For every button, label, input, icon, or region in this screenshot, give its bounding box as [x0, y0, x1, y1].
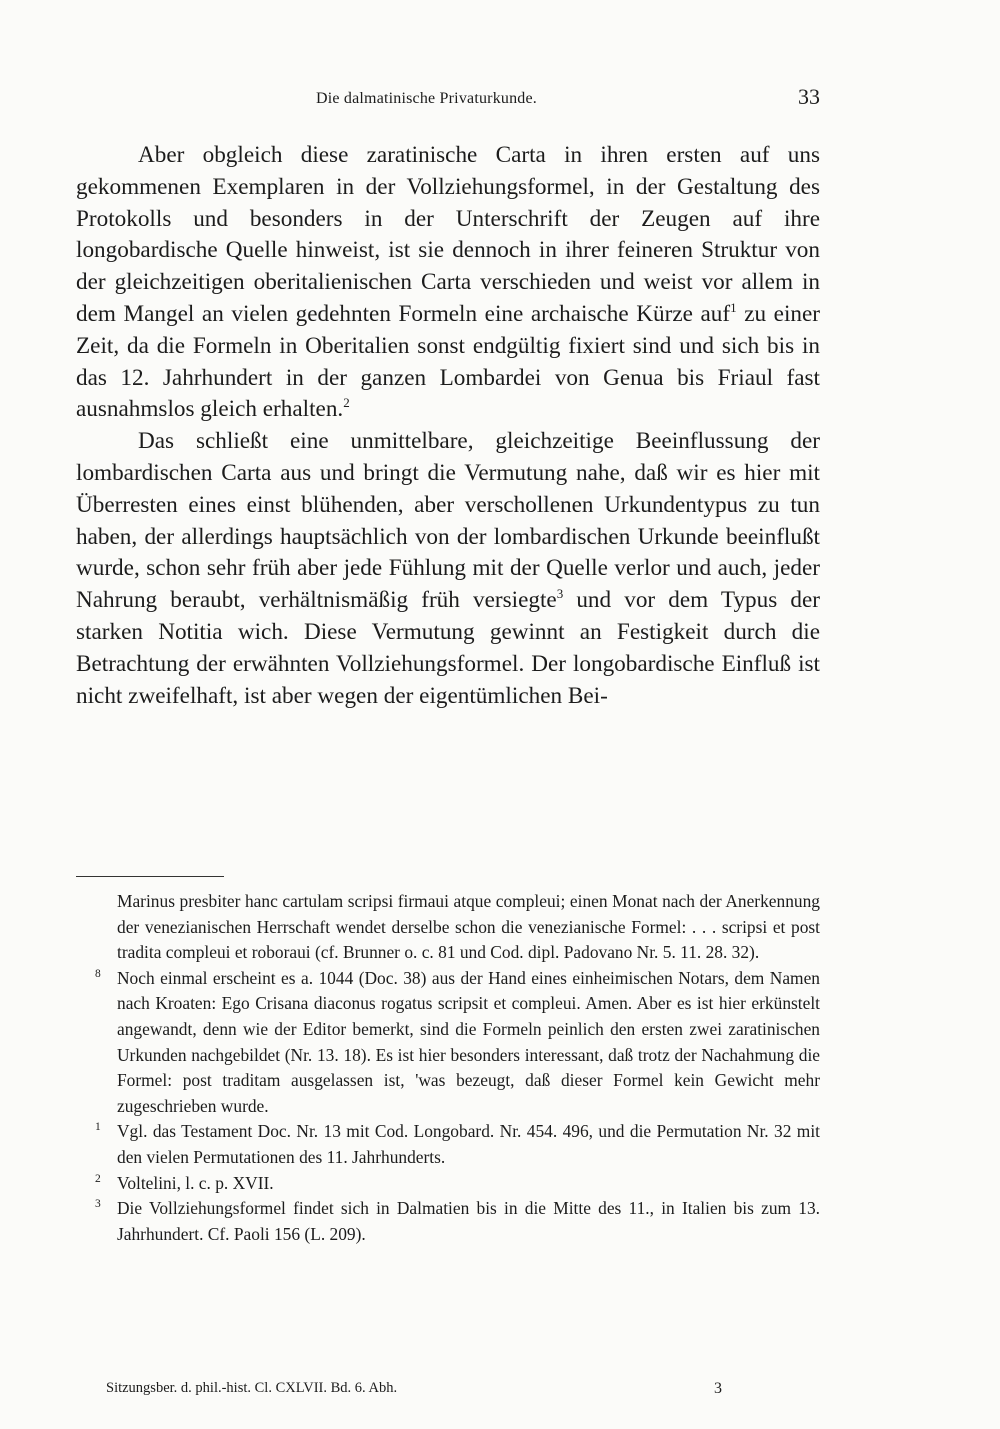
footnote-prev-3 — [95, 966, 820, 1120]
footnote-ref-3: 3 — [556, 586, 564, 602]
footnotes — [95, 889, 820, 1247]
paragraph-1-part-b: zu einer Zeit, da die Formeln in Oberitalien sonst endgültig fixiert sind und sich bis in das 12. Jahrhundert in der ganzen Lombardei von Genua bis Friaul fast ausnahmslos gleich erhalten. — [76, 300, 821, 423]
footnote-prev-3-mark: 8 — [95, 967, 101, 980]
footnote-continued-text: Marinus presbiter hanc cartulam scripsi firmaui atque compleui; einen Monat nach der Anerkennung der venezianischen Herrschaft wendet derselbe schon die venezianische Formel: . . . scripsi et post tradita compleui et roboraui (cf. Brunner o. c. 81 und Cod. dipl. Padovano Nr. 5. 11. 28. 32). — [117, 891, 820, 963]
footnote-1-text: Vgl. das Testament Doc. Nr. 13 mit Cod. Longobard. Nr. 454. 496, und die Permutation Nr. 32 mit den vielen Permutationen des 11. Jahrhunderts. — [117, 1121, 820, 1167]
footnote-continued — [117, 889, 820, 966]
paragraph-2-part-b: und vor dem Typus der starken Notitia wich. Diese Vermutung gewinnt an Festigkeit durch die Betrachtung der erwähnten Vollziehungsformel. Der longobardische Einfluß ist nicht zweifelhaft, ist aber wegen der eigentümlichen Bei- — [76, 587, 820, 709]
footnote-2-mark: 2 — [95, 1172, 101, 1185]
footnote-divider — [76, 876, 224, 877]
footnote-1-mark: 1 — [95, 1121, 101, 1134]
paragraph-1 — [76, 140, 820, 426]
page-footer — [106, 1380, 722, 1404]
sheet-number: 3 — [714, 1380, 722, 1397]
footnote-3-text: Die Vollziehungsformel findet sich in Dalmatien bis in die Mitte des 11., in Italien bis zum 13. Jahrhundert. Cf. Paoli 156 (L. 209). — [117, 1198, 820, 1244]
footnote-3 — [95, 1196, 820, 1247]
footnote-prev-3-text: Noch einmal erscheint es a. 1044 (Doc. 38) aus der Hand eines einheimischen Notars, dem Namen nach Kroaten: Ego Crisana diaconus rogatus scripsit et compleui. Amen. Aber es ist hier erkünstelt angewandt, denn wie der Editor bemerkt, sind die Formeln peinlich den ersten zwei zaratinischen Urkunden nachgebildet (Nr. 13. 18). Es ist hier besonders interessant, daß trotz der Nachahmung die Formel: post traditam ausgelassen ist, 'was bezeugt, daß dieser Formel kein Gewicht mehr zugeschrieben wurde. — [117, 967, 820, 1116]
footnote-2-text: Voltelini, l. c. p. XVII. — [117, 1172, 274, 1193]
footnote-1 — [95, 1119, 820, 1170]
paragraph-2 — [76, 426, 820, 712]
footnote-ref-2: 2 — [343, 395, 350, 411]
paragraph-2-part-a: Das schließt eine unmittelbare, gleichzeitige Beeinflussung der lombardischen Carta aus und bringt die Vermutung nahe, daß wir es hier mit Überresten eines einst blühenden, aber verschollenen Urkundentypus zu tun haben, der allerdings hauptsächlich von der lombardischen Urkunde beeinflußt wurde, schon sehr früh aber jede Fühlung mit der Quelle verlor und auch, jeder Nahrung beraubt, verhältnismäßig früh versiegte — [76, 428, 820, 614]
paragraph-1-part-a: Aber obgleich diese zaratinische Carta in ihren ersten auf uns gekommenen Exemplaren in der Vollziehungsformel, in der Gestaltung des Protokolls und besonders in der Unterschrift der Zeugen auf ihre longobardische Quelle hinweist, ist sie dennoch in ihrer feineren Struktur von der gleichzeitigen oberitalienischen Carta verschieden und weist vor allem in dem Mangel an vielen gedehnten Formeln eine archaische Kürze auf — [76, 142, 820, 327]
footer-reference: Sitzungsber. d. phil.-hist. Cl. CXLVII. Bd. 6. Abh. — [106, 1380, 398, 1396]
footnote-ref-1: 1 — [730, 299, 737, 315]
page-number: 33 — [798, 84, 820, 109]
footnote-2 — [95, 1171, 820, 1197]
footnote-3-mark: 3 — [95, 1198, 101, 1211]
running-head — [76, 84, 820, 114]
running-title: Die dalmatinische Privaturkunde. — [316, 90, 538, 107]
main-text — [76, 140, 820, 712]
